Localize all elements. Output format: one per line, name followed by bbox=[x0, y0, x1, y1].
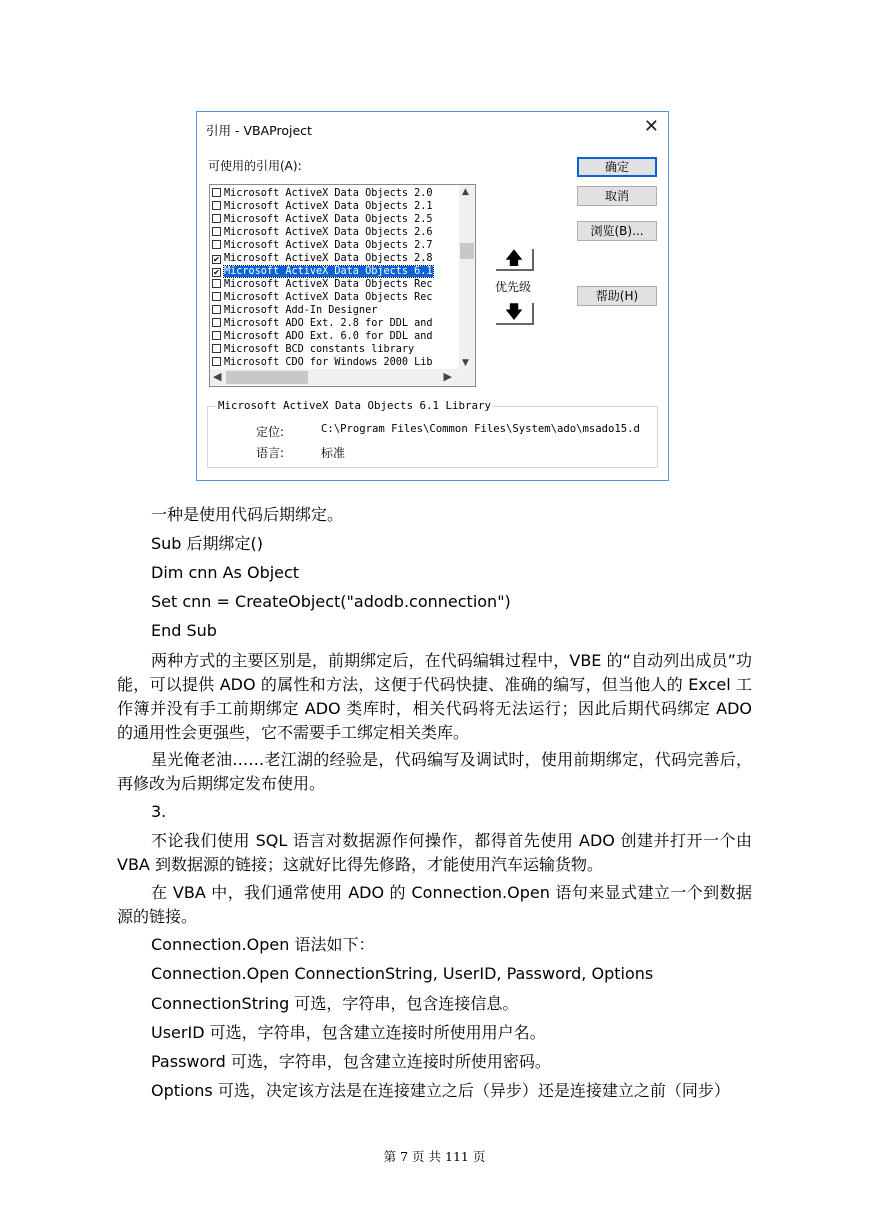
code-line: End Sub bbox=[151, 621, 217, 640]
reference-label: Microsoft ActiveX Data Objects 2.6 bbox=[224, 227, 433, 238]
references-dialog bbox=[196, 111, 669, 481]
paragraph-late-binding-intro: 一种是使用代码后期绑定。 bbox=[151, 505, 344, 524]
paragraph-param-password: Password 可选，字符串，包含建立连接时所使用密码。 bbox=[151, 1052, 551, 1071]
scroll-up-icon[interactable]: ▲ bbox=[462, 187, 469, 197]
scroll-left-icon[interactable]: ◀ bbox=[213, 370, 222, 383]
checkbox-checked-icon[interactable]: ✔ bbox=[213, 268, 220, 277]
reference-item[interactable] bbox=[212, 187, 458, 200]
code-line: Dim cnn As Object bbox=[151, 563, 300, 582]
reference-label: Microsoft ActiveX Data Objects Rec bbox=[224, 279, 433, 290]
browse-button[interactable]: 浏览(B)... bbox=[577, 221, 657, 241]
code-line: Sub 后期绑定() bbox=[151, 534, 264, 553]
dialog-title: 引用 - VBAProject bbox=[206, 123, 312, 138]
references-list bbox=[212, 187, 458, 369]
paragraph-connection-intro: 不论我们使用 SQL 语言对数据源作何操作，都得首先使用 ADO 创建并打开一个由 VBA 到数据源的链接；这就好比得先修路，才能使用汽车运输货物。 bbox=[117, 831, 752, 874]
reference-label: Microsoft BCD constants library bbox=[224, 344, 415, 355]
reference-label: Microsoft ActiveX Data Objects 2.0 bbox=[224, 188, 433, 199]
reference-item[interactable] bbox=[212, 317, 458, 330]
reference-label: Microsoft ActiveX Data Objects 2.1 bbox=[224, 201, 433, 212]
paragraph-param-connectionstring: ConnectionString 可选，字符串，包含连接信息。 bbox=[151, 994, 519, 1013]
reference-label: Microsoft ActiveX Data Objects Rec bbox=[224, 292, 433, 303]
reference-item[interactable] bbox=[212, 278, 458, 291]
priority-down-button[interactable] bbox=[496, 303, 534, 325]
checkbox-icon[interactable] bbox=[212, 227, 221, 236]
reference-info-group bbox=[207, 399, 658, 468]
checkbox-icon[interactable] bbox=[212, 279, 221, 288]
reference-item[interactable] bbox=[212, 213, 458, 226]
paragraph-param-userid: UserID 可选，字符串，包含建立连接时所使用用户名。 bbox=[151, 1023, 546, 1042]
code-line: Set cnn = CreateObject("adodb.connection") bbox=[151, 592, 511, 611]
references-listbox[interactable] bbox=[209, 184, 476, 387]
checkbox-icon[interactable] bbox=[212, 214, 221, 223]
language-value: 标准 bbox=[321, 446, 346, 460]
reference-item[interactable] bbox=[212, 252, 458, 265]
paragraph-experience: 星光俺老油……老江湖的经验是，代码编写及调试时，使用前期绑定，代码完善后，再修改为后期绑定发布使用。 bbox=[117, 750, 752, 793]
reference-item[interactable] bbox=[212, 265, 458, 278]
reference-item[interactable] bbox=[212, 304, 458, 317]
reference-item[interactable] bbox=[212, 356, 458, 369]
horizontal-scrollbar[interactable] bbox=[210, 369, 458, 386]
library-name: Microsoft ActiveX Data Objects 6.1 Library bbox=[215, 399, 494, 412]
section-number: 3. bbox=[151, 802, 167, 821]
arrow-down-icon: 🡇 bbox=[504, 302, 524, 323]
reference-item[interactable] bbox=[212, 239, 458, 252]
paragraph-param-options: Options 可选，决定该方法是在连接建立之后（异步）还是连接建立之前（同步） bbox=[151, 1081, 730, 1100]
reference-item[interactable] bbox=[212, 343, 458, 356]
checkbox-checked-icon[interactable]: ✔ bbox=[213, 255, 220, 264]
available-references-label: 可使用的引用(A): bbox=[208, 159, 302, 173]
scrollbar-corner bbox=[458, 369, 475, 386]
close-icon[interactable]: ✕ bbox=[643, 116, 659, 137]
reference-item[interactable] bbox=[212, 226, 458, 239]
checkbox-icon[interactable] bbox=[212, 344, 221, 353]
checkbox-icon[interactable] bbox=[212, 188, 221, 197]
reference-label: Microsoft ActiveX Data Objects 2.5 bbox=[224, 214, 433, 225]
checkbox-icon[interactable] bbox=[212, 318, 221, 327]
reference-label: Microsoft ADO Ext. 6.0 for DDL and bbox=[224, 331, 433, 342]
page-footer: 第 7 页 共 111 页 bbox=[383, 1149, 486, 1164]
reference-label: Microsoft ActiveX Data Objects 2.8 bbox=[224, 253, 433, 264]
priority-up-button[interactable] bbox=[496, 249, 534, 271]
checkbox-icon[interactable] bbox=[212, 305, 221, 314]
checkbox-icon[interactable] bbox=[212, 357, 221, 366]
vertical-scrollbar[interactable] bbox=[459, 185, 475, 370]
paragraph-syntax: Connection.Open ConnectionString, UserID, Password, Options bbox=[151, 964, 654, 983]
location-value: C:\Program Files\Common Files\System\ado\msado15.d bbox=[321, 423, 640, 435]
cancel-button[interactable]: 取消 bbox=[577, 186, 657, 206]
paragraph-differences: 两种方式的主要区别是，前期绑定后，在代码编辑过程中，VBE 的“自动列出成员”功能，可以提供 ADO 的属性和方法，这便于代码快捷、准确的编写，但当他人的 Excel 工作簿并没有手工前期绑定 ADO 类库时，相关代码将无法运行；因此后期代码绑定 ADO 的通用性会更强些，它不需要手工绑定相关类库。 bbox=[117, 651, 752, 742]
help-button[interactable]: 帮助(H) bbox=[577, 286, 657, 306]
checkbox-icon[interactable] bbox=[212, 240, 221, 249]
paragraph-syntax-heading: Connection.Open 语法如下： bbox=[151, 935, 375, 954]
horizontal-scroll-thumb[interactable] bbox=[226, 371, 308, 384]
checkbox-icon[interactable] bbox=[212, 331, 221, 340]
reference-item[interactable] bbox=[212, 291, 458, 304]
ok-button[interactable]: 确定 bbox=[577, 157, 657, 177]
priority-label: 优先级 bbox=[495, 280, 532, 294]
location-label: 定位: bbox=[256, 425, 285, 439]
reference-item[interactable] bbox=[212, 200, 458, 213]
language-label: 语言: bbox=[256, 446, 285, 460]
reference-item[interactable] bbox=[212, 330, 458, 343]
paragraph-connection-open: 在 VBA 中，我们通常使用 ADO 的 Connection.Open 语句来显式建立一个到数据源的链接。 bbox=[117, 883, 752, 926]
reference-label: Microsoft CDO for Windows 2000 Lib bbox=[224, 357, 433, 368]
reference-label: Microsoft Add-In Designer bbox=[224, 305, 378, 316]
vertical-scroll-thumb[interactable] bbox=[460, 243, 474, 259]
scroll-right-icon[interactable]: ▶ bbox=[443, 370, 452, 383]
scroll-down-icon[interactable]: ▼ bbox=[462, 358, 469, 368]
checkbox-icon[interactable] bbox=[212, 201, 221, 210]
checkbox-icon[interactable] bbox=[212, 292, 221, 301]
reference-label: Microsoft ActiveX Data Objects 6.1 bbox=[224, 266, 433, 277]
reference-label: Microsoft ActiveX Data Objects 2.7 bbox=[224, 240, 433, 251]
reference-label: Microsoft ADO Ext. 2.8 for DDL and bbox=[224, 318, 433, 329]
arrow-up-icon: 🡅 bbox=[504, 248, 524, 269]
